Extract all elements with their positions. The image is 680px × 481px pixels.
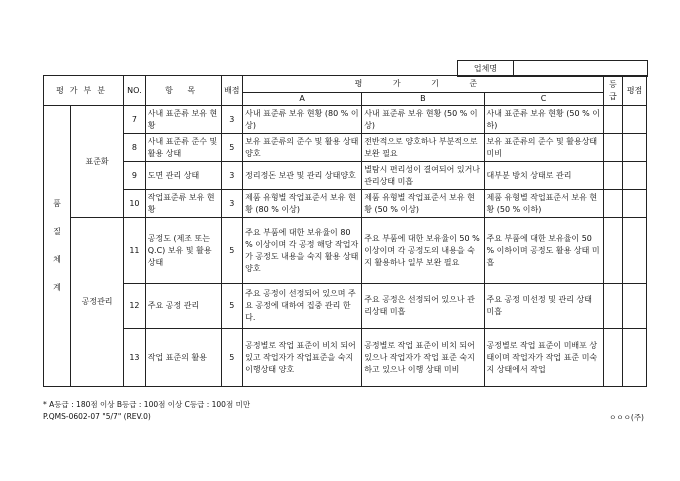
row-criteria-c: 주요 공정 미선정 및 관리 상태 미흡: [484, 284, 603, 329]
section-quality-system: 품 질 체 계: [44, 106, 71, 387]
row-grade[interactable]: [603, 218, 622, 284]
evaluation-table: [43, 75, 647, 387]
row-grade[interactable]: [603, 134, 622, 162]
row-criteria-a: 정리정돈 보관 및 관리 상태양호: [243, 162, 362, 190]
row-criteria-c: 제품 유형별 작업표준서 보유 현황 (50 % 이하): [484, 190, 603, 218]
row-grade[interactable]: [603, 162, 622, 190]
row-item: 공정도 (제조 또는 Q.C) 보유 및 활용 상태: [145, 218, 221, 284]
row-criteria-b: 주요 공정은 선정되어 있으나 관리상태 미흡: [362, 284, 484, 329]
row-item: 주요 공정 관리: [145, 284, 221, 329]
company-name-label: 업체명: [458, 61, 514, 76]
header-area: 평가부분: [44, 76, 124, 106]
header-grade: 등급: [603, 76, 622, 106]
header-a: A: [243, 93, 362, 106]
row-criteria-c: 주요 부품에 대한 보유율이 50 % 이하이며 공정도 활용 상태 미흡: [484, 218, 603, 284]
row-criteria-a: 공정별로 작업 표준이 비치 되어 있고 작업자가 작업표준을 숙지 이행상태 양호: [243, 329, 362, 387]
row-criteria-c: 대부분 방치 상태로 관리: [484, 162, 603, 190]
row-criteria-c: 보유 표준류의 준수 및 활용상태 미비: [484, 134, 603, 162]
row-no: 7: [124, 106, 146, 134]
table-row: [44, 218, 647, 284]
table-row: [44, 162, 647, 190]
row-no: 10: [124, 190, 146, 218]
header-c: C: [484, 93, 603, 106]
header-score: 배점: [221, 76, 243, 106]
header-item: 항 목: [145, 76, 221, 106]
row-eval[interactable]: [623, 162, 647, 190]
table-row: [44, 190, 647, 218]
row-criteria-b: 사내 표준류 보유 현황 (50 % 이상): [362, 106, 484, 134]
row-criteria-a: 주요 공정이 선정되어 있으며 주요 공정에 대하여 집중 관리 한다.: [243, 284, 362, 329]
row-score: 3: [221, 106, 243, 134]
row-score: 5: [221, 329, 243, 387]
row-no: 11: [124, 218, 146, 284]
document-number: P.QMS-0602-07 "5/7" (REV.0): [43, 412, 151, 421]
header-no: NO.: [124, 76, 146, 106]
row-criteria-b: 전반적으로 양호하나 부분적으로 보완 필요: [362, 134, 484, 162]
row-item: 도면 관리 상태: [145, 162, 221, 190]
header-b: B: [362, 93, 484, 106]
row-eval[interactable]: [623, 190, 647, 218]
row-criteria-a: 제품 유형별 작업표준서 보유 현황 (80 % 이상): [243, 190, 362, 218]
row-item: 작업표준류 보유 현황: [145, 190, 221, 218]
row-no: 12: [124, 284, 146, 329]
group-standard: 표준화: [71, 106, 124, 218]
row-criteria-b: 별탐시 편리성이 결여되어 있거나 관리상태 미흡: [362, 162, 484, 190]
table-row: [44, 134, 647, 162]
table-row: [44, 106, 647, 134]
table-row: [44, 284, 647, 329]
row-eval[interactable]: [623, 106, 647, 134]
row-item: 사내 표준류 준수 및 활용 상태: [145, 134, 221, 162]
row-grade[interactable]: [603, 284, 622, 329]
row-no: 13: [124, 329, 146, 387]
row-grade[interactable]: [603, 329, 622, 387]
row-eval[interactable]: [623, 218, 647, 284]
row-score: 5: [221, 134, 243, 162]
row-no: 8: [124, 134, 146, 162]
header-eval: 평점: [623, 76, 647, 106]
table-row: [44, 329, 647, 387]
row-item: 작업 표준의 활용: [145, 329, 221, 387]
row-eval[interactable]: [623, 284, 647, 329]
row-criteria-a: 주요 부품에 대한 보유율이 80 % 이상이며 각 공정 해당 작업자가 공정도 내용을 숙지 활용 상태 양호: [243, 218, 362, 284]
company-name-field[interactable]: [514, 61, 647, 76]
row-score: 3: [221, 162, 243, 190]
row-eval[interactable]: [623, 329, 647, 387]
row-grade[interactable]: [603, 106, 622, 134]
row-criteria-c: 공정별로 작업 표준이 미배포 상태이며 작업자가 작업 표준 미숙지 상태에서 작업: [484, 329, 603, 387]
row-item: 사내 표준류 보유 현황: [145, 106, 221, 134]
row-criteria-b: 제품 유형별 작업표준서 보유 현황 (50 % 이상): [362, 190, 484, 218]
row-criteria-a: 사내 표준류 보유 현황 (80 % 이상): [243, 106, 362, 134]
row-score: 3: [221, 190, 243, 218]
grade-note: * A등급 : 180점 이상 B등급 : 100점 이상 C등급 : 100점 미만: [43, 400, 251, 409]
row-criteria-b: 주요 부품에 대한 보유율이 50 % 이상이며 각 공정도의 내용을 숙지 활용하나 일부 보완 필요: [362, 218, 484, 284]
row-score: 5: [221, 218, 243, 284]
row-criteria-b: 공정별로 작업 표준이 비치 되어 있으나 작업자가 작업 표준 숙지하고 있으나 이행 상태 미비: [362, 329, 484, 387]
row-grade[interactable]: [603, 190, 622, 218]
company-footer: ㅇㅇㅇ(주): [609, 413, 644, 422]
group-process: 공정관리: [71, 218, 124, 387]
header-criteria: 평 가 기 준: [243, 76, 603, 93]
row-criteria-c: 사내 표준류 보유 현황 (50 % 이하): [484, 106, 603, 134]
row-no: 9: [124, 162, 146, 190]
row-score: 5: [221, 284, 243, 329]
row-criteria-a: 보유 표준류의 준수 및 활용 상태 양호: [243, 134, 362, 162]
row-eval[interactable]: [623, 134, 647, 162]
